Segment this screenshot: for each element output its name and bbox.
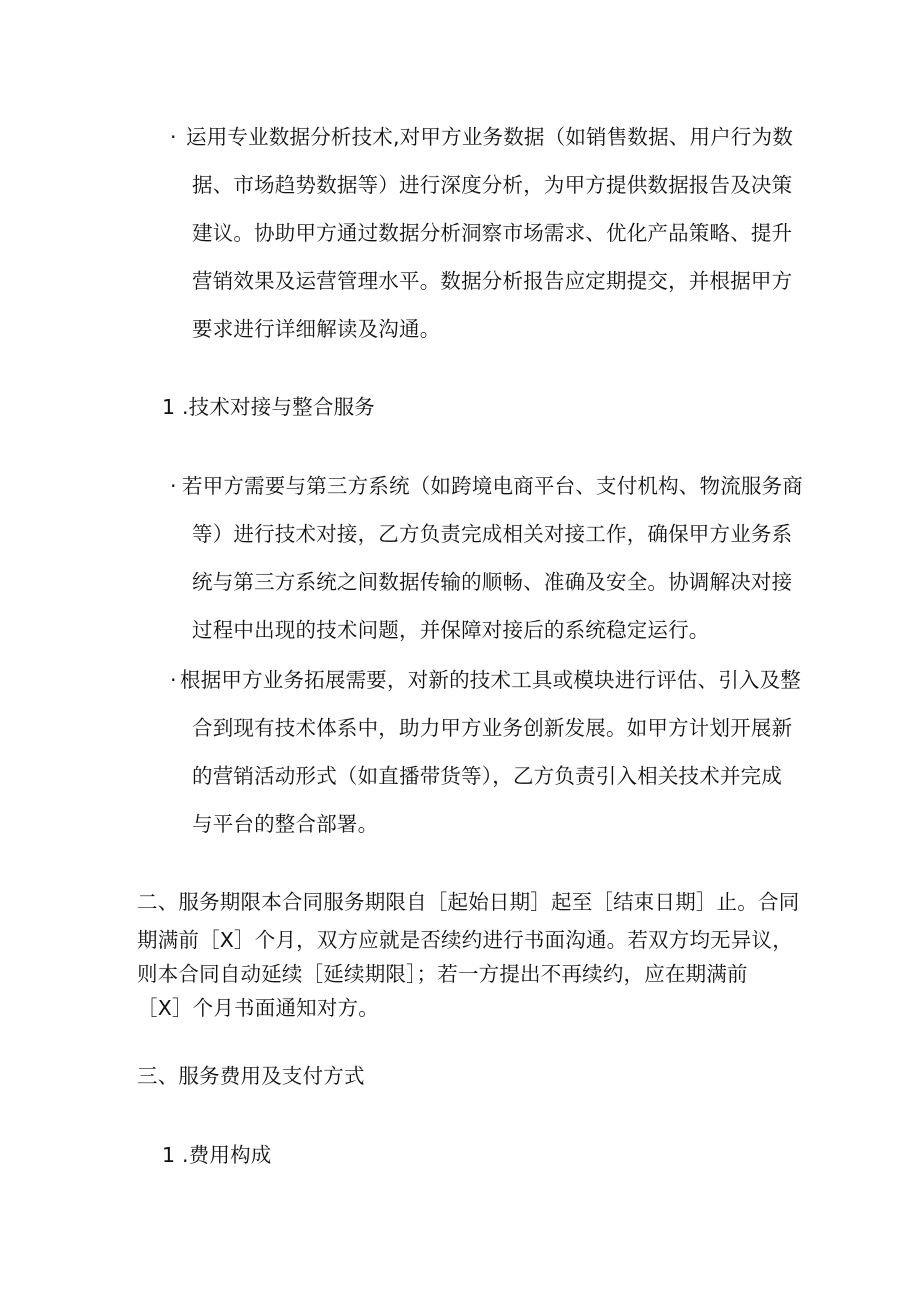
bullet-dot: · <box>170 125 177 149</box>
paragraph-line: 期满前［X］个月，双方应就是否续约进行书面沟通。若双方均无异议， <box>137 928 793 952</box>
paragraph-line: ［X］个月书面通知对方。 <box>137 996 379 1020</box>
paragraph-line: 二、服务期限本合同服务期限自［起始日期］起至［结束日期］止。合同 <box>137 890 800 914</box>
bullet-dot: · <box>170 668 177 692</box>
paragraph-line: 建议。协助甲方通过数据分析洞察市场需求、优化产品策略、提升 <box>192 221 793 245</box>
paragraph-line: 的营销活动形式（如直播带货等），乙方负责引入相关技术并完成 <box>192 764 783 788</box>
paragraph-line: 则本合同自动延续［延续期限］；若一方提出不再续约，应在期满前 <box>137 962 748 986</box>
paragraph-line: 若甲方需要与第三方系统（如跨境电商平台、支付机构、物流服务商 <box>182 474 803 498</box>
paragraph-line: 根据甲方业务拓展需要，对新的技术工具或模块进行评估、引入及整 <box>180 668 801 692</box>
subsection-heading-tech-integration: 1 .技术对接与整合服务 <box>162 395 375 419</box>
paragraph-line: 营销效果及运营管理水平。数据分析报告应定期提交，并根据甲方 <box>192 269 793 293</box>
bullet-dot: · <box>170 474 177 498</box>
paragraph-line: 等）进行技术对接，乙方负责完成相关对接工作，确保甲方业务系 <box>192 522 793 546</box>
paragraph-line: 与平台的整合部署。 <box>192 812 379 836</box>
subsection-heading-fee-structure: 1 .费用构成 <box>162 1143 272 1167</box>
paragraph-line: 过程中出现的技术问题，并保障对接后的系统稳定运行。 <box>192 618 710 642</box>
paragraph-line: 要求进行详细解读及沟通。 <box>192 317 441 341</box>
paragraph-line: 运用专业数据分析技术,对甲方业务数据（如销售数据、用户行为数 <box>186 125 794 149</box>
paragraph-line: 合到现有技术体系中，助力甲方业务创新发展。如甲方计划开展新 <box>192 716 793 740</box>
section-heading-fees: 三、服务费用及支付方式 <box>137 1064 365 1088</box>
paragraph-line: 据、市场趋势数据等）进行深度分析，为甲方提供数据报告及决策 <box>192 173 793 197</box>
paragraph-line: 统与第三方系统之间数据传输的顺畅、准确及安全。协调解决对接 <box>192 570 793 594</box>
